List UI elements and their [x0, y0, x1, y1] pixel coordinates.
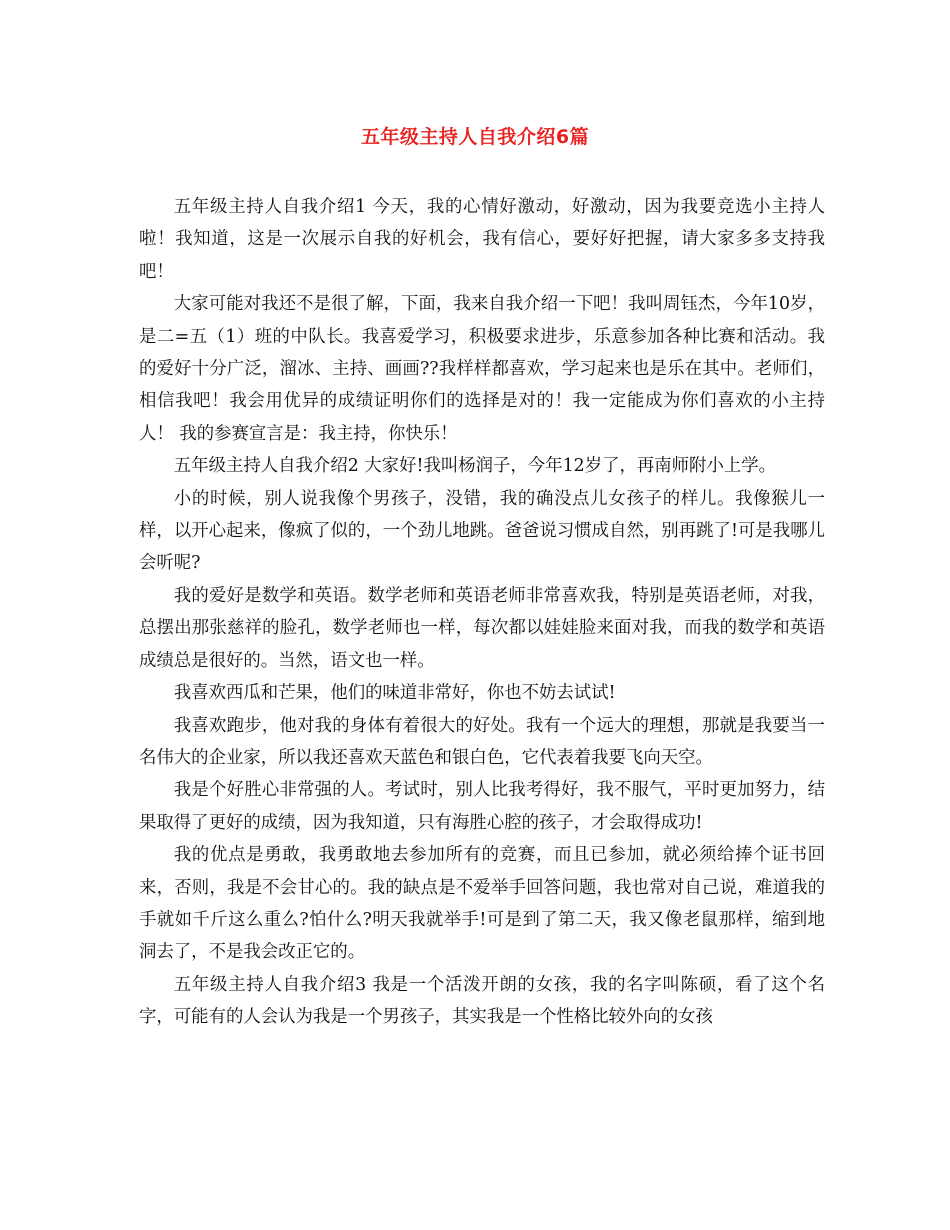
paragraph: 五年级主持人自我介绍1 今天，我的心情好激动，好激动，因为我要竞选小主持人啦！我知道，这是一次展示自我的好机会，我有信心，要好好把握，请大家多多支持我吧！	[139, 197, 825, 282]
paragraph: 我是个好胜心非常强的人。考试时，别人比我考得好，我不服气，平时更加努力，结果取得了更好的成绩，因为我知道，只有海胜心腔的孩子，才会取得成功!	[139, 780, 825, 833]
paragraph: 我的优点是勇敢，我勇敢地去参加所有的竞赛，而且已参加，就必须给捧个证书回来，否则，我是不会甘心的。我的缺点是不爱举手回答问题，我也常对自己说，难道我的手就如千斤这么重么?怕什么?明天我就举手!可是到了第二天，我又像老鼠那样，缩到地洞去了，不是我会改正它的。	[139, 845, 825, 963]
paragraph: 我喜欢跑步，他对我的身体有着很大的好处。我有一个远大的理想，那就是我要当一名伟大的企业家，所以我还喜欢天蓝色和银白色，它代表着我要飞向天空。	[139, 715, 825, 768]
paragraph: 小的时候，别人说我像个男孩子，没错，我的确没点儿女孩子的样儿。我像猴儿一样，以开心起来，像疯了似的，一个劲儿地跳。爸爸说习惯成自然，别再跳了!可是我哪儿会听呢?	[139, 488, 825, 574]
paragraph: 我的爱好是数学和英语。数学老师和英语老师非常喜欢我，特别是英语老师，对我，总摆出那张慈祥的脸孔，数学老师也一样，每次都以娃娃脸来面对我，而我的数学和英语成绩总是很好的。当然，语文也一样。	[139, 585, 825, 671]
paragraph: 五年级主持人自我介绍2 大家好!我叫杨润子，今年12岁了，再南师附小上学。	[173, 456, 777, 477]
document-body	[139, 191, 825, 1034]
paragraph: 我喜欢西瓜和芒果，他们的味道非常好，你也不妨去试试!	[173, 683, 616, 704]
document-title: 五年级主持人自我介绍6篇	[360, 126, 590, 148]
paragraph: 大家可能对我还不是很了解，下面，我来自我介绍一下吧！我叫周钰杰，今年10岁，是二=五（1）班的中队长。我喜爱学习，积极要求进步，乐意参加各种比赛和活动。我的爱好十分广泛，溜冰、主持、画画??我样样都喜欢，学习起来也是乐在其中。老师们，相信我吧！我会用优异的成绩证明你们的选择是对的！我一定能成为你们喜欢的小主持人！ 我的参赛宣言是：我主持，你快乐！	[139, 294, 825, 444]
paragraph: 五年级主持人自我介绍3 我是一个活泼开朗的女孩，我的名字叫陈硕，看了这个名字，可能有的人会认为我是一个男孩子，其实我是一个性格比较外向的女孩	[139, 974, 825, 1028]
